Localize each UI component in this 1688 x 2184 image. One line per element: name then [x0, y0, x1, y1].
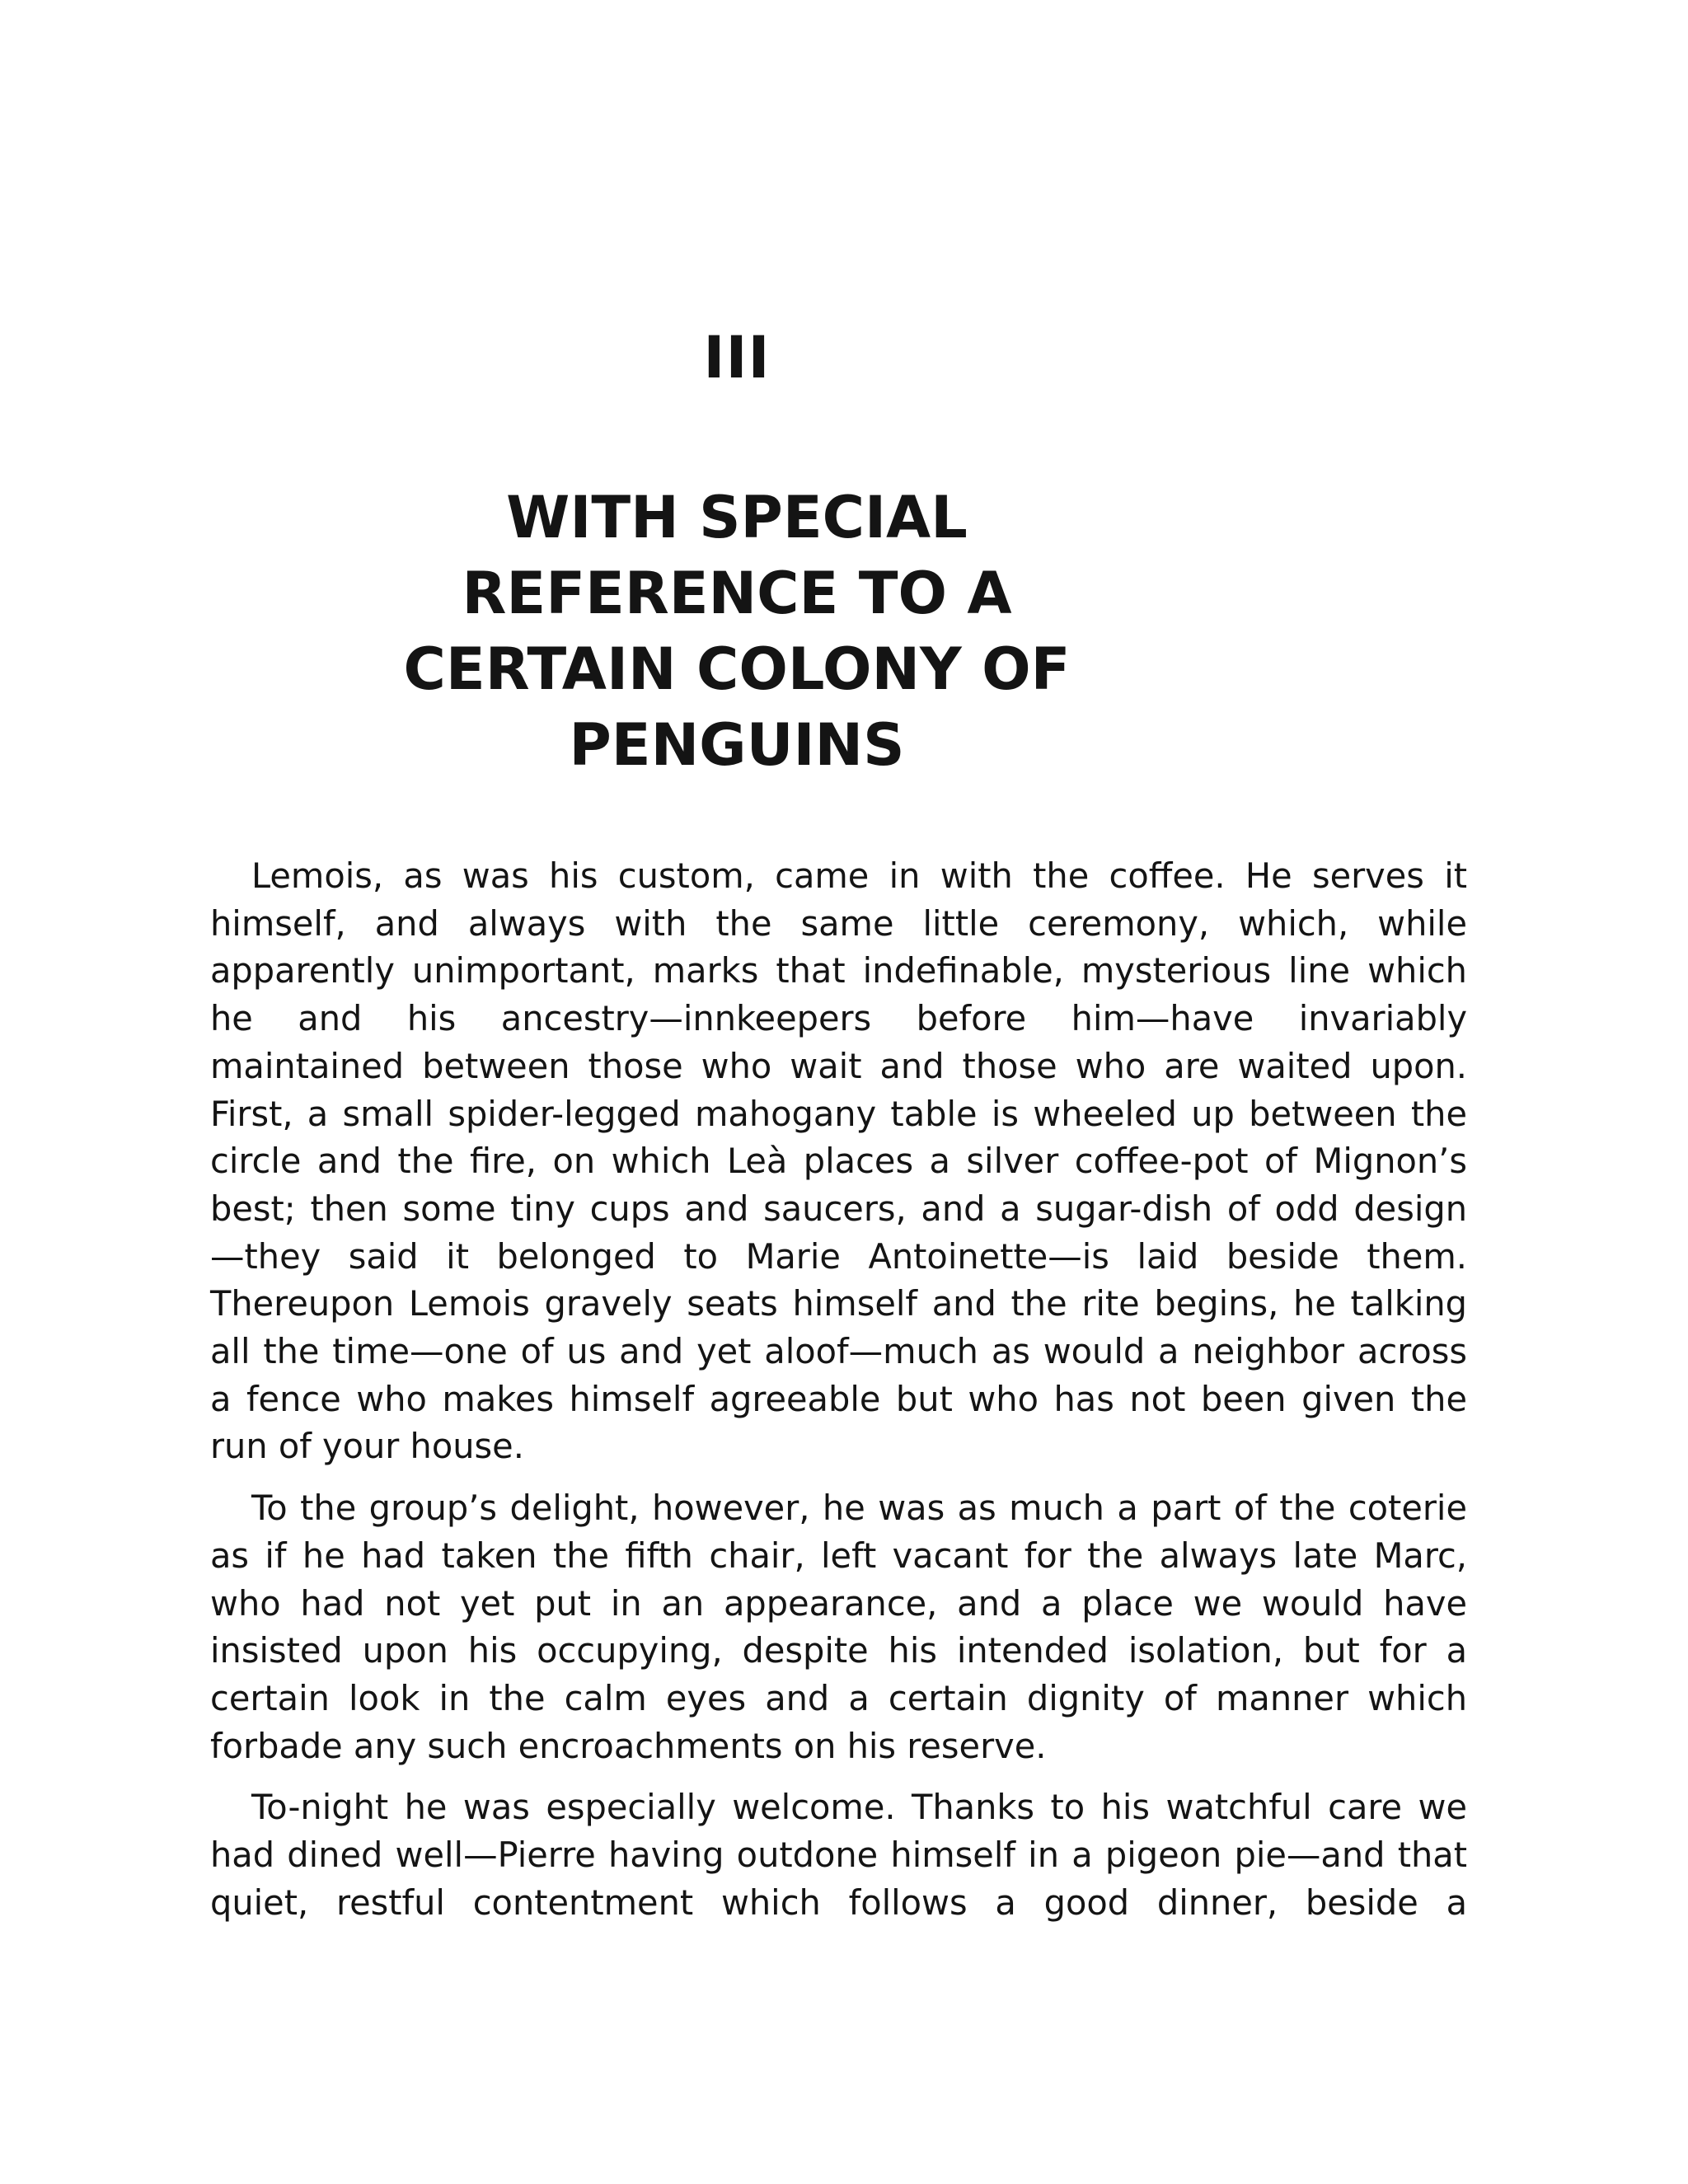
- chapter-body: [210, 852, 1467, 1940]
- chapter-title-line: REFERENCE TO A: [462, 560, 1012, 627]
- chapter-title-line: CERTAIN COLONY OF: [403, 635, 1071, 703]
- chapter-title: [210, 480, 1264, 783]
- chapter-number: III: [703, 324, 771, 391]
- chapter-title-line: PENGUINS: [569, 711, 905, 779]
- paragraph: To-night he was especially welcome. Thanks to his watchful care we had dined well—Pierre having outdone himself in a pigeon pie—and that quiet, restful contentment which follows a good dinner, beside a: [210, 1787, 1467, 1923]
- paragraph: Lemois, as was his custom, came in with the coffee. He serves it himself, and always with the same little ceremony, which, while apparently unimportant, marks that indefinable, mysterious line which he and his ancestry—innkeepers before him—have invariably maintained between those who wait and those who are waited upon. First, a small spider-legged mahogany table is wheeled up between the circle and the fire, on which Leà places a silver coffee-pot of Mignon’s best; then some tiny cups and saucers, and a sugar-dish of odd design —they said it belonged to Marie Antoinette—is laid beside them. Thereupon Lemois gravely seats himself and the rite begins, he talking all the time—one of us and yet aloof—much as would a neighbor across a fence who makes himself agreeable but who has not been given the run of your house.: [210, 855, 1467, 1467]
- chapter-title-line: WITH SPECIAL: [506, 484, 968, 551]
- paragraph: To the group’s delight, however, he was as much a part of the coterie as if he had taken the fifth chair, left vacant for the always late Marc, who had not yet put in an appearance, and a place we would have insisted upon his occupying, despite his intended isolation, but for a certain look in the calm eyes and a certain dignity of manner which forbade any such encroachments on his reserve.: [210, 1488, 1467, 1766]
